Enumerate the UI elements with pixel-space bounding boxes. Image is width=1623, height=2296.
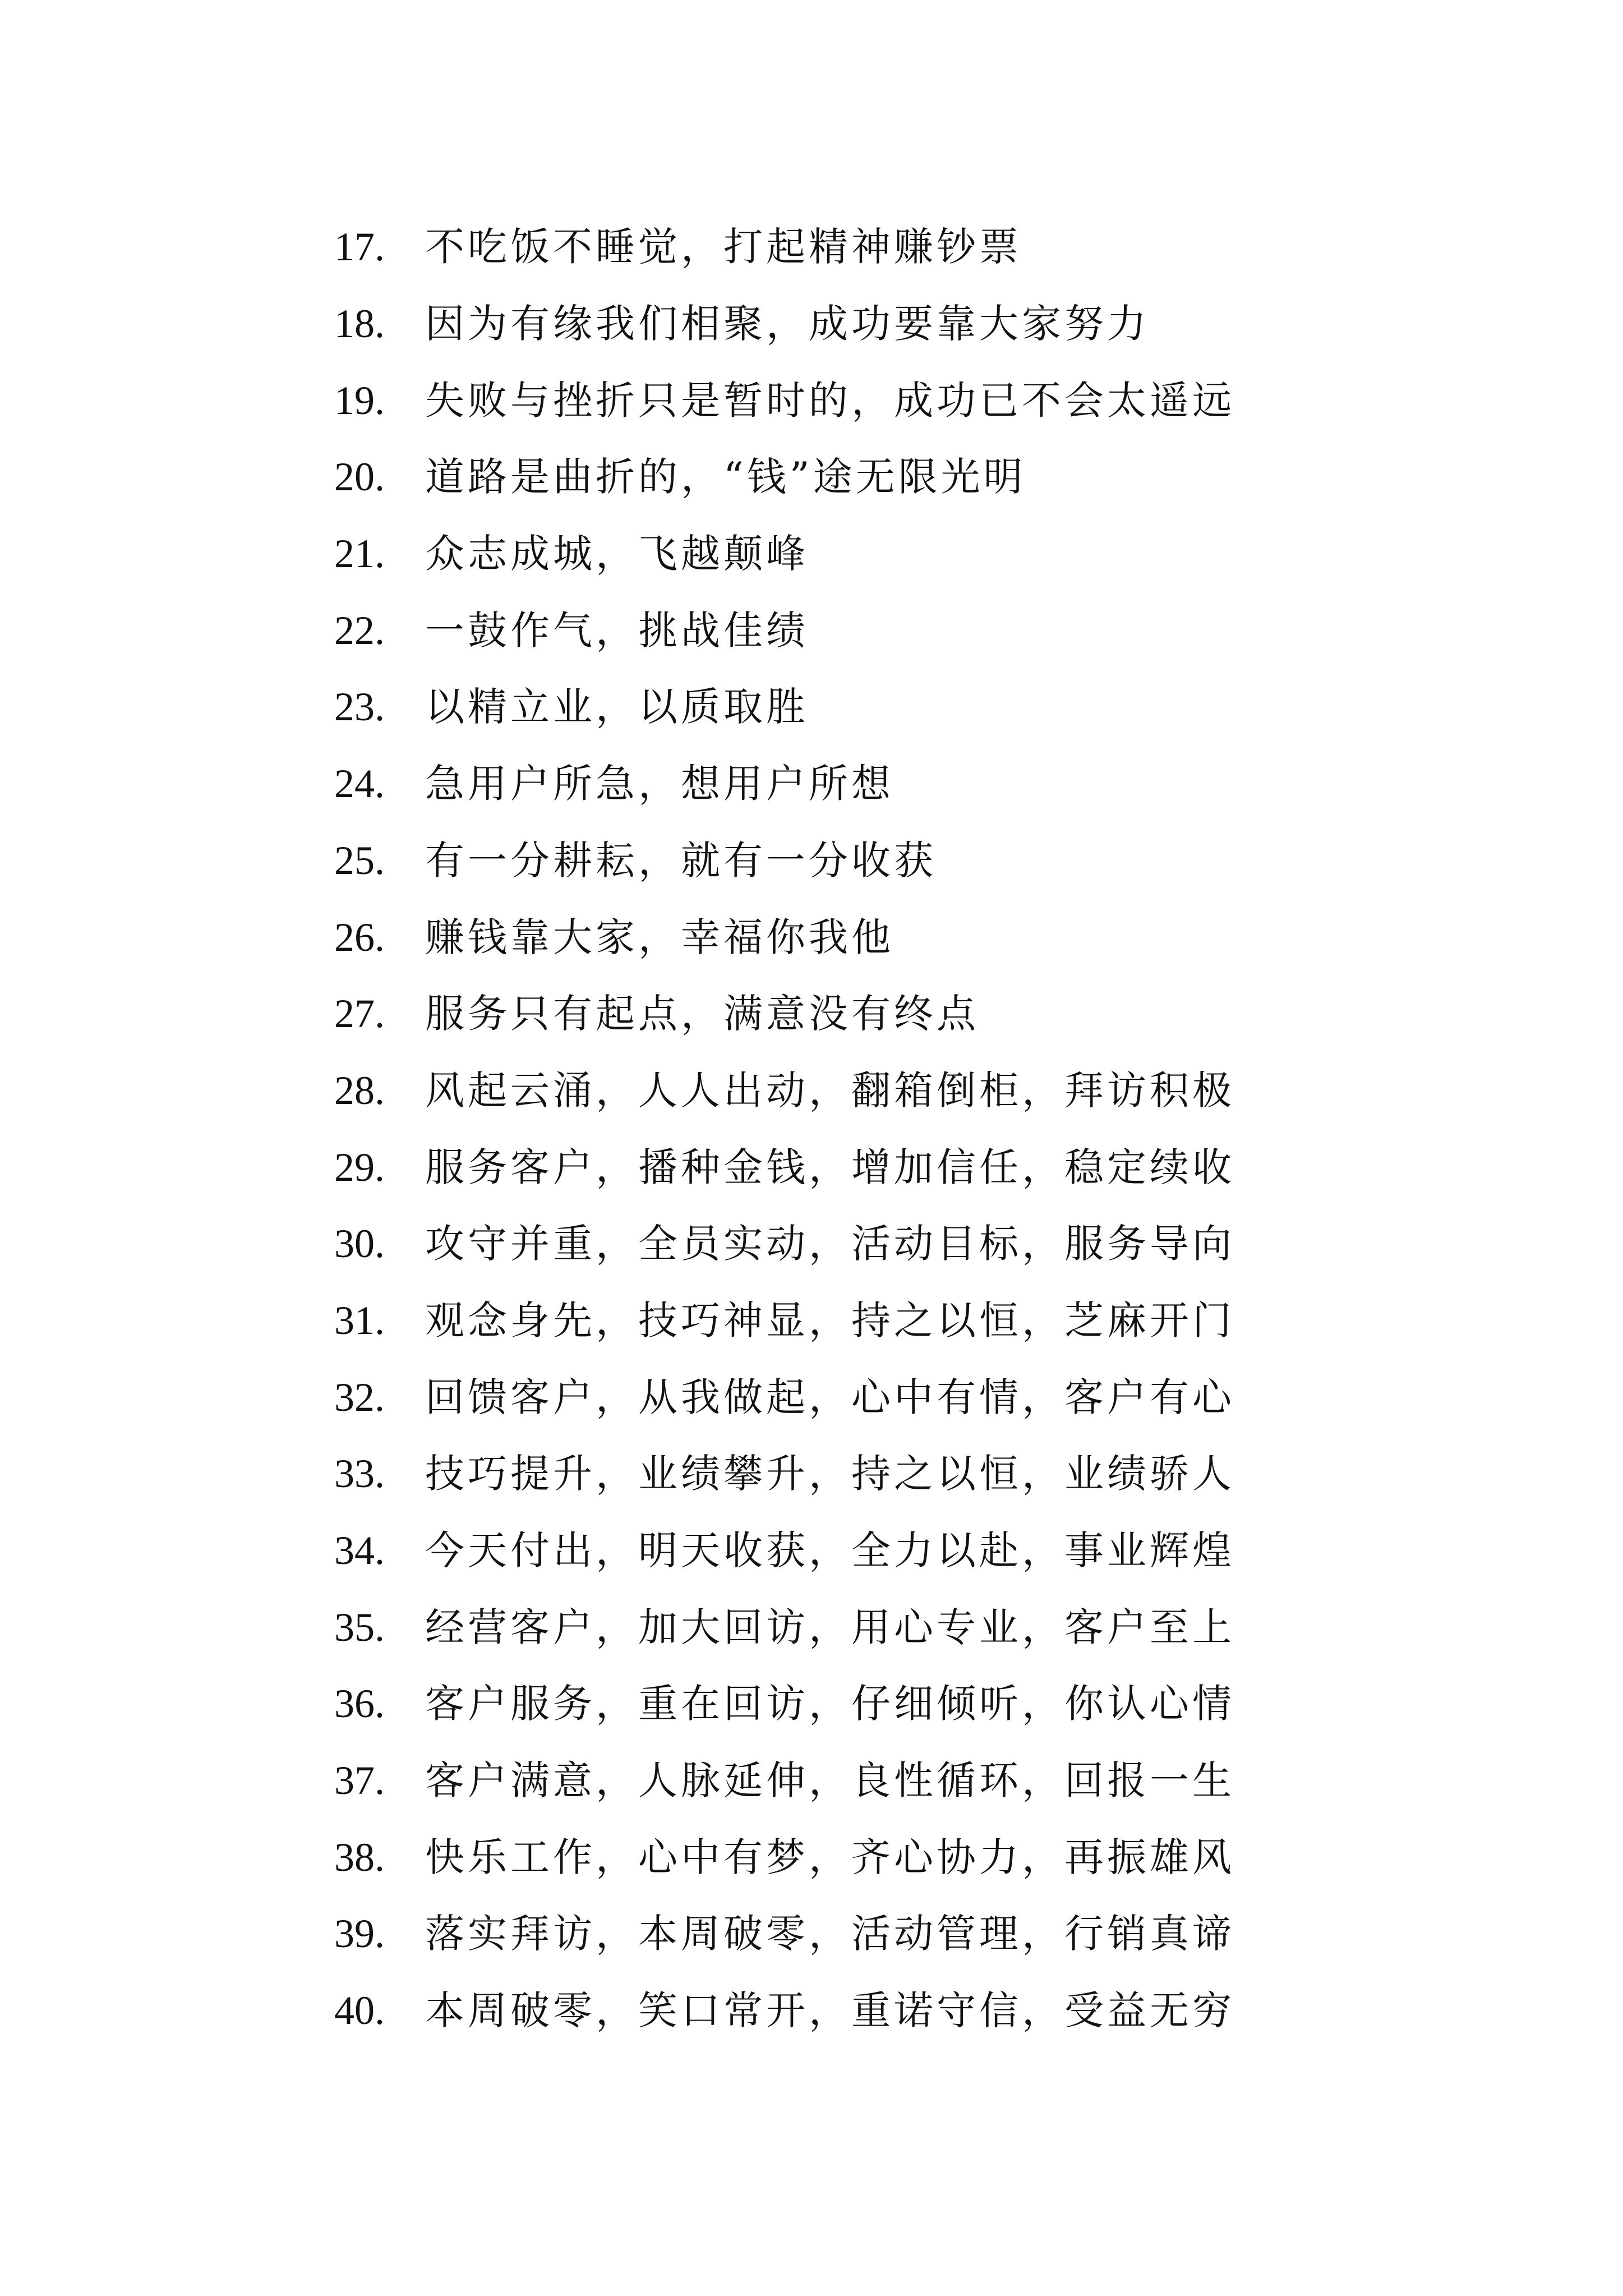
item-text: 风起云涌，人人出动，翻箱倒柜，拜访积极 xyxy=(425,1067,1235,1114)
list-item xyxy=(334,516,1235,592)
item-number: 19. xyxy=(334,378,385,423)
item-number: 36. xyxy=(334,1681,385,1727)
item-number: 38. xyxy=(334,1834,385,1880)
item-number: 22. xyxy=(334,608,385,653)
item-text: 众志成城，飞越颠峰 xyxy=(425,531,809,577)
item-text: 本周破零，笑口常开，重诺守信，受益无穷 xyxy=(425,1987,1235,2034)
item-text: 一鼓作气，挑战佳绩 xyxy=(425,607,809,654)
list-item xyxy=(334,1895,1235,1972)
item-number: 34. xyxy=(334,1528,385,1573)
item-text: 不吃饭不睡觉，打起精神赚钞票 xyxy=(425,224,1022,270)
list-item xyxy=(334,1589,1235,1665)
item-text: 有一分耕耘，就有一分收获 xyxy=(425,837,937,884)
item-text: 攻守并重，全员实动，活动目标，服务导向 xyxy=(425,1221,1235,1267)
item-number: 30. xyxy=(334,1221,385,1267)
list-item xyxy=(334,1819,1235,1895)
item-text: 道路是曲折的，“钱”途无限光明 xyxy=(425,454,1026,500)
item-text: 技巧提升，业绩攀升，持之以恒，业绩骄人 xyxy=(425,1451,1235,1497)
item-number: 21. xyxy=(334,531,385,577)
item-number: 39. xyxy=(334,1911,385,1957)
list-item xyxy=(334,439,1235,516)
list-item xyxy=(334,669,1235,746)
list-item xyxy=(334,286,1235,362)
item-text: 今天付出，明天收获，全力以赴，事业辉煌 xyxy=(425,1527,1235,1574)
item-text: 赚钱靠大家，幸福你我他 xyxy=(425,914,894,960)
list-item xyxy=(334,1282,1235,1359)
item-text: 观念身先，技巧神显，持之以恒，芝麻开门 xyxy=(425,1297,1235,1343)
list-item xyxy=(334,1742,1235,1819)
list-item xyxy=(334,1972,1235,2049)
item-number: 40. xyxy=(334,1988,385,2033)
list-item xyxy=(334,362,1235,439)
item-text: 因为有缘我们相聚，成功要靠大家努力 xyxy=(425,301,1150,347)
item-number: 20. xyxy=(334,454,385,500)
list-item xyxy=(334,1205,1235,1282)
list-item xyxy=(334,1359,1235,1435)
list-item xyxy=(334,209,1235,286)
item-number: 29. xyxy=(334,1144,385,1190)
item-text: 客户服务，重在回访，仔细倾听，你认心情 xyxy=(425,1681,1235,1727)
list-item xyxy=(334,1435,1235,1512)
list-item xyxy=(334,1052,1235,1129)
item-number: 37. xyxy=(334,1758,385,1803)
list-item xyxy=(334,1129,1235,1205)
item-number: 23. xyxy=(334,684,385,730)
item-text: 服务客户，播种金钱，增加信任，稳定续收 xyxy=(425,1144,1235,1190)
item-text: 服务只有起点，满意没有终点 xyxy=(425,991,979,1037)
list-item xyxy=(334,1665,1235,1742)
item-text: 快乐工作，心中有梦，齐心协力，再振雄风 xyxy=(425,1834,1235,1880)
item-text: 以精立业，以质取胜 xyxy=(425,684,809,730)
item-number: 26. xyxy=(334,914,385,960)
item-number: 17. xyxy=(334,224,385,270)
list-item xyxy=(334,746,1235,822)
list-item xyxy=(334,976,1235,1052)
item-number: 33. xyxy=(334,1451,385,1497)
item-number: 18. xyxy=(334,301,385,347)
slogan-list xyxy=(334,209,1235,2049)
item-number: 28. xyxy=(334,1068,385,1113)
list-item xyxy=(334,1512,1235,1589)
item-text: 失败与挫折只是暂时的，成功已不会太遥远 xyxy=(425,377,1235,424)
item-text: 急用户所急，想用户所想 xyxy=(425,761,894,807)
item-number: 31. xyxy=(334,1297,385,1343)
item-text: 落实拜访，本周破零，活动管理，行销真谛 xyxy=(425,1911,1235,1957)
item-number: 24. xyxy=(334,761,385,807)
item-number: 25. xyxy=(334,838,385,883)
item-number: 35. xyxy=(334,1604,385,1650)
item-text: 经营客户，加大回访，用心专业，客户至上 xyxy=(425,1604,1235,1650)
item-text: 客户满意，人脉延伸，良性循环，回报一生 xyxy=(425,1757,1235,1804)
list-item xyxy=(334,822,1235,899)
list-item xyxy=(334,592,1235,669)
item-text: 回馈客户，从我做起，心中有情，客户有心 xyxy=(425,1374,1235,1420)
list-item xyxy=(334,899,1235,976)
item-number: 27. xyxy=(334,991,385,1037)
item-number: 32. xyxy=(334,1374,385,1420)
